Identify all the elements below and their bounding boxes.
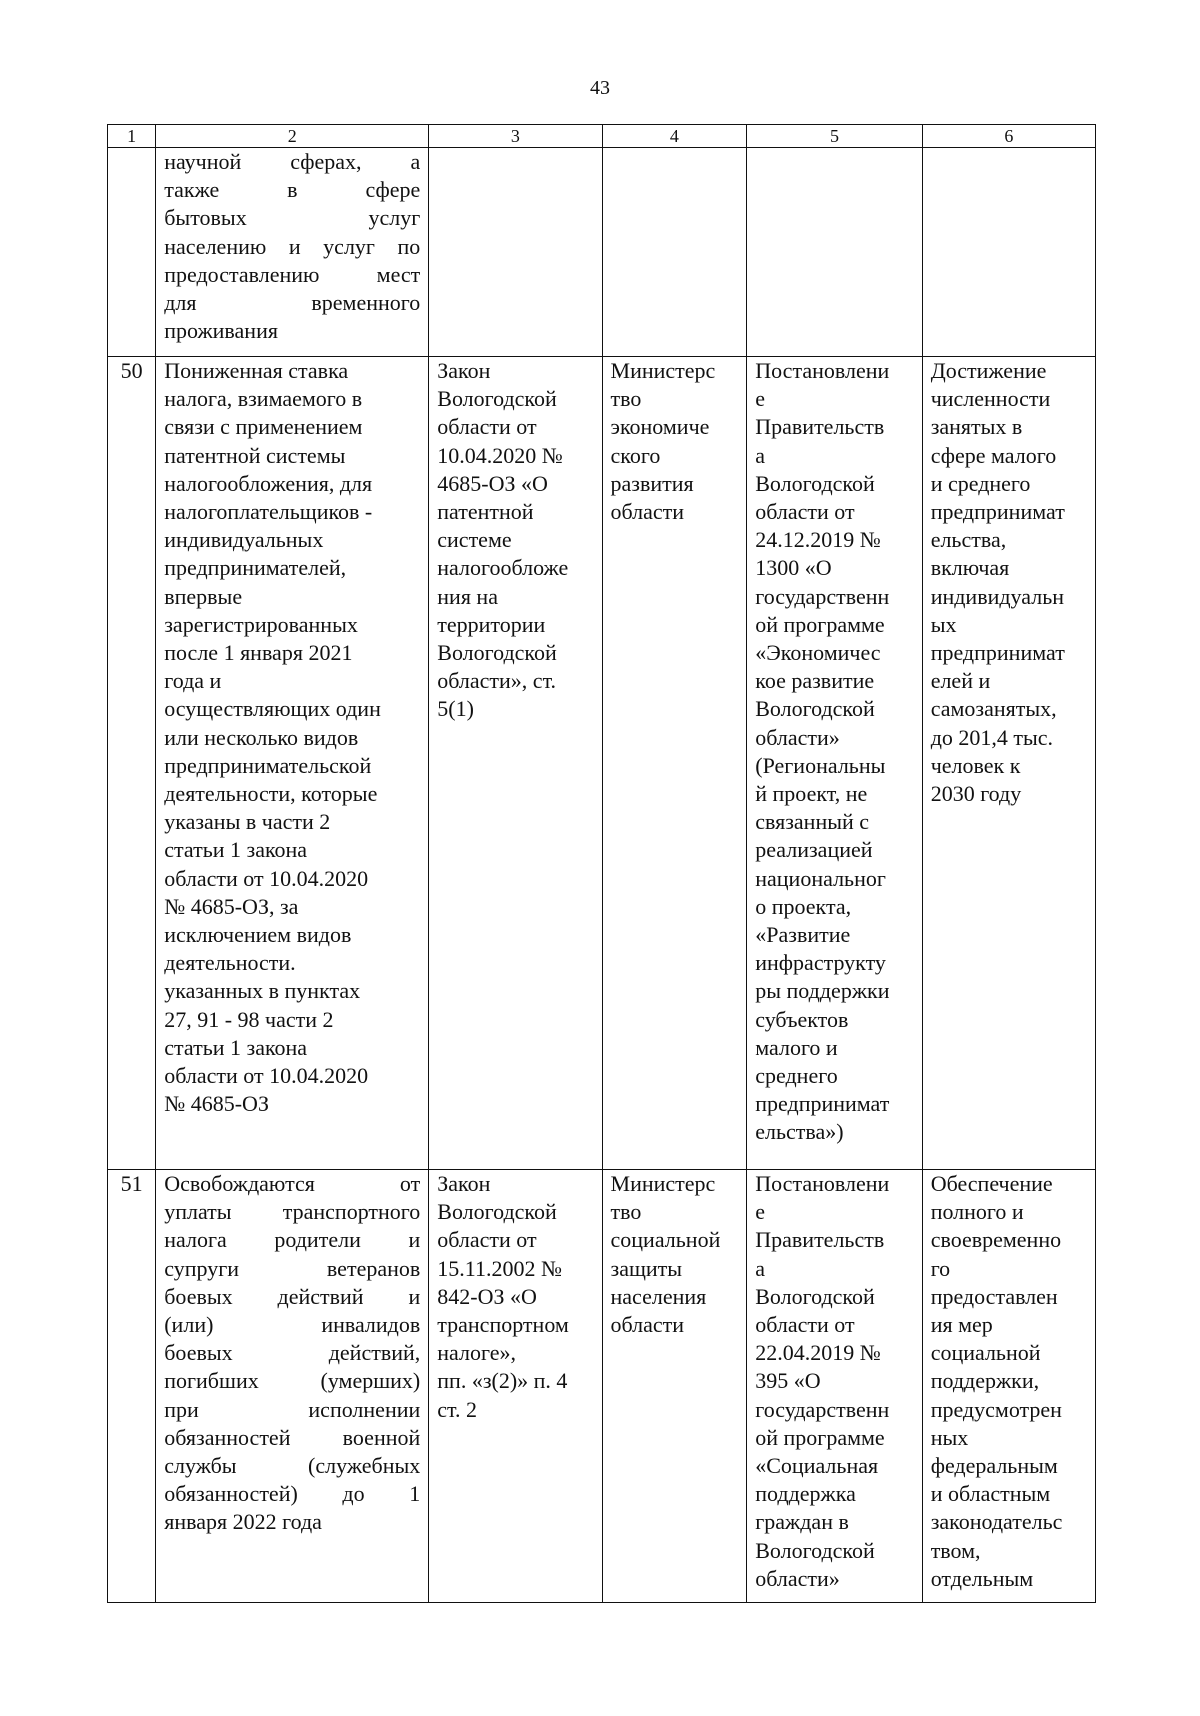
cell-text-line: 4685-ОЗ «О xyxy=(437,470,548,496)
cell-text-line: ных xyxy=(930,1424,969,1450)
column-header: 3 xyxy=(429,125,602,148)
table-row xyxy=(108,1170,1096,1603)
table-header-row xyxy=(108,125,1096,148)
cell-text-line: Министерс xyxy=(610,358,716,383)
cell-text-line: малого и xyxy=(755,1034,838,1060)
cell-text-line: ой программе xyxy=(755,1424,885,1450)
cell-text-line: Вологодской xyxy=(755,470,875,496)
goal-cell xyxy=(922,148,1095,357)
cell-text-line: Освобождаются от xyxy=(164,1171,421,1196)
cell-text-line: населению и услуг по xyxy=(164,233,421,259)
cell-text-line: предусмотрен xyxy=(930,1396,1062,1422)
cell-text-line: предпринимателей, xyxy=(164,555,347,581)
cell-text-line: исключением видов xyxy=(164,922,352,948)
cell-text-line: налога родители и xyxy=(164,1227,421,1253)
cell-text-line: национальног xyxy=(755,865,886,891)
cell-text-line: а xyxy=(755,1255,766,1281)
cell-text-line: и областным xyxy=(930,1481,1051,1507)
cell-text-line: и среднего xyxy=(930,470,1031,496)
benefit-description-cell xyxy=(156,1170,429,1603)
cell-text-line: Министерс xyxy=(610,1171,716,1196)
legal-basis-cell xyxy=(429,1170,602,1603)
cell-text-line: предоставлению мест xyxy=(164,261,421,287)
cell-text-line: области от xyxy=(755,499,855,525)
cell-text-line: ского xyxy=(610,442,661,468)
cell-text-line: налогообложе xyxy=(437,555,569,581)
cell-text-line: осуществляющих один xyxy=(164,696,381,722)
cell-text-line: Правительств xyxy=(755,1227,885,1253)
benefit-description-cell xyxy=(156,357,429,1170)
cell-text-line: граждан в xyxy=(755,1509,849,1535)
goal-cell xyxy=(922,1170,1095,1603)
cell-text-line: Обеспечение xyxy=(930,1171,1053,1196)
cell-text-line: развития xyxy=(610,470,694,496)
cell-text-line: социальной xyxy=(930,1340,1041,1366)
cell-text-line: 15.11.2002 № xyxy=(437,1255,562,1281)
cell-text-line: обязанностей военной xyxy=(164,1424,421,1450)
cell-text-line: предпринимат xyxy=(930,499,1065,525)
cell-text-line: 24.12.2019 № xyxy=(755,527,881,553)
cell-text-line: также в сфере xyxy=(164,177,421,203)
cell-text-line: Вологодской xyxy=(755,696,875,722)
cell-text-line: 10.04.2020 № xyxy=(437,442,563,468)
cell-text-line: патентной xyxy=(437,499,534,525)
cell-text-line: реализацией xyxy=(755,837,873,863)
column-header: 6 xyxy=(922,125,1095,148)
cell-text-line: пп. «з(2)» п. 4 xyxy=(437,1368,568,1394)
page-number: 43 xyxy=(590,77,610,99)
cell-text-line: 2030 году xyxy=(930,781,1022,807)
cell-text-line: научной сферах, а xyxy=(164,149,421,174)
cell-text-line: своевременно xyxy=(930,1227,1062,1253)
cell-text-line: отдельным xyxy=(930,1565,1034,1591)
cell-text-line: кое развитие xyxy=(755,668,875,694)
cell-text-line: е xyxy=(755,1199,766,1225)
cell-text-line: занятых в xyxy=(930,414,1023,440)
cell-text-line: 27, 91 - 98 части 2 xyxy=(164,1006,334,1032)
benefits-table xyxy=(107,124,1096,1603)
cell-text-line: области» xyxy=(755,1565,840,1591)
cell-text-line: предпринимательской xyxy=(164,752,372,778)
cell-text-line: численности xyxy=(930,386,1051,412)
cell-text-line: связанный с xyxy=(755,809,870,835)
curator-cell xyxy=(602,357,747,1170)
cell-text-line: области» xyxy=(755,724,840,750)
row-number xyxy=(108,148,156,357)
cell-text-line: федеральным xyxy=(930,1453,1058,1479)
cell-text-line: ых xyxy=(930,611,957,637)
table-row xyxy=(108,148,1096,357)
cell-text-line: при исполнении xyxy=(164,1396,421,1422)
cell-text-line: сфере малого xyxy=(930,442,1057,468)
cell-text-line: деятельности. xyxy=(164,950,296,976)
cell-text-line: области xyxy=(610,499,685,525)
cell-text-line: области от 10.04.2020 xyxy=(164,1063,369,1089)
cell-text-line: населения xyxy=(610,1283,707,1309)
cell-text-line: индивидуальн xyxy=(930,583,1065,609)
cell-text-line: ры поддержки xyxy=(755,978,890,1004)
cell-text-line: тво xyxy=(610,1199,642,1225)
column-header: 2 xyxy=(156,125,429,148)
cell-text-line: ельства, xyxy=(930,527,1007,553)
cell-text-line: впервые xyxy=(164,583,243,609)
legal-basis-cell xyxy=(429,357,602,1170)
cell-text-line: области от xyxy=(437,414,537,440)
column-header: 4 xyxy=(602,125,747,148)
cell-text-line: уплаты транспортного xyxy=(164,1199,421,1225)
cell-text-line: законодательс xyxy=(930,1509,1063,1535)
cell-text-line: Правительств xyxy=(755,414,885,440)
cell-text-line: «Развитие xyxy=(755,922,851,948)
cell-text-line: предпринимат xyxy=(930,640,1065,666)
column-header: 1 xyxy=(108,125,156,148)
cell-text-line: для временного xyxy=(164,290,421,316)
cell-text-line: бытовых услуг xyxy=(164,205,421,231)
program-cell xyxy=(747,1170,922,1603)
curator-cell xyxy=(602,1170,747,1603)
cell-text-line: Вологодской xyxy=(755,1537,875,1563)
cell-text-line: (или) инвалидов xyxy=(164,1312,421,1338)
cell-text-line: поддержка xyxy=(755,1481,856,1507)
cell-text-line: области от xyxy=(755,1312,855,1338)
cell-text-line: предпринимат xyxy=(755,1091,890,1117)
cell-text-line: деятельности, которые xyxy=(164,781,378,807)
cell-text-line: е xyxy=(755,386,766,412)
cell-text-line: «Экономичес xyxy=(755,640,881,666)
cell-text-line: ст. 2 xyxy=(437,1396,477,1422)
cell-text-line: боевых действий, xyxy=(164,1340,421,1366)
column-header: 5 xyxy=(747,125,922,148)
cell-text-line: Вологодской xyxy=(437,640,557,666)
cell-text-line: ой программе xyxy=(755,611,885,637)
cell-text-line: Достижение xyxy=(930,358,1047,383)
cell-text-line: № 4685-ОЗ, за xyxy=(164,893,299,919)
benefit-description-cell xyxy=(156,148,429,357)
cell-text-line: Вологодской xyxy=(755,1283,875,1309)
cell-text-line: проживания xyxy=(164,318,278,344)
row-number: 50 xyxy=(108,357,156,1170)
program-cell xyxy=(747,148,922,357)
cell-text-line: службы (служебных xyxy=(164,1453,421,1479)
cell-text-line: ния на xyxy=(437,583,498,609)
cell-text-line: области xyxy=(610,1312,685,1338)
cell-text-line: защиты xyxy=(610,1255,683,1281)
cell-text-line: 395 «О xyxy=(755,1368,821,1394)
cell-text-line: тво xyxy=(610,386,642,412)
cell-text-line: налоге», xyxy=(437,1340,516,1366)
cell-text-line: налогоплательщиков - xyxy=(164,499,373,525)
cell-text-line: поддержки, xyxy=(930,1368,1040,1394)
table-row xyxy=(108,357,1096,1170)
cell-text-line: указанных в пунктах xyxy=(164,978,361,1004)
cell-text-line: 842-ОЗ «О xyxy=(437,1283,537,1309)
cell-text-line: индивидуальных xyxy=(164,527,324,553)
cell-text-line: системе xyxy=(437,527,512,553)
cell-text-line: или несколько видов xyxy=(164,724,359,750)
cell-text-line: налога, взимаемого в xyxy=(164,386,363,412)
cell-text-line: й проект, не xyxy=(755,781,868,807)
cell-text-line: Постановлени xyxy=(755,1171,890,1196)
curator-cell xyxy=(602,148,747,357)
cell-text-line: ельства») xyxy=(755,1119,844,1145)
cell-text-line: после 1 января 2021 xyxy=(164,640,353,666)
cell-text-line: территории xyxy=(437,611,546,637)
cell-text-line: Закон xyxy=(437,358,491,383)
cell-text-line: обязанностей) до 1 xyxy=(164,1481,421,1507)
cell-text-line: человек к xyxy=(930,752,1021,778)
cell-text-line: полного и xyxy=(930,1199,1024,1225)
cell-text-line: погибших (умерших) xyxy=(164,1368,421,1394)
cell-text-line: включая xyxy=(930,555,1010,581)
program-cell xyxy=(747,357,922,1170)
cell-text-line: елей и xyxy=(930,668,991,694)
cell-text-line: Закон xyxy=(437,1171,491,1196)
cell-text-line: о проекта, xyxy=(755,893,852,919)
cell-text-line: (Региональны xyxy=(755,752,886,778)
cell-text-line: статьи 1 закона xyxy=(164,837,308,863)
cell-text-line: Вологодской xyxy=(437,1199,557,1225)
cell-text-line: до 201,4 тыс. xyxy=(930,724,1054,750)
cell-text-line: Постановлени xyxy=(755,358,890,383)
cell-text-line: области», ст. xyxy=(437,668,557,694)
cell-text-line: № 4685-ОЗ xyxy=(164,1091,269,1117)
cell-text-line: го xyxy=(930,1255,951,1281)
cell-text-line: статьи 1 закона xyxy=(164,1034,308,1060)
cell-text-line: области от xyxy=(437,1227,537,1253)
cell-text-line: среднего xyxy=(755,1063,838,1089)
cell-text-line: патентной системы xyxy=(164,442,346,468)
cell-text-line: указаны в части 2 xyxy=(164,809,331,835)
goal-cell xyxy=(922,357,1095,1170)
cell-text-line: государственн xyxy=(755,1396,890,1422)
cell-text-line: 5(1) xyxy=(437,696,474,722)
cell-text-line: Вологодской xyxy=(437,386,557,412)
cell-text-line: зарегистрированных xyxy=(164,611,358,637)
cell-text-line: инфраструкту xyxy=(755,950,886,976)
cell-text-line: экономиче xyxy=(610,414,710,440)
cell-text-line: «Социальная xyxy=(755,1453,879,1479)
cell-text-line: а xyxy=(755,442,766,468)
cell-text-line: Пониженная ставка xyxy=(164,358,349,383)
cell-text-line: транспортном xyxy=(437,1312,569,1338)
cell-text-line: налогообложения, для xyxy=(164,470,373,496)
cell-text-line: самозанятых, xyxy=(930,696,1057,722)
cell-text-line: ия мер xyxy=(930,1312,993,1338)
cell-text-line: января 2022 года xyxy=(164,1509,322,1535)
cell-text-line: года и xyxy=(164,668,222,694)
cell-text-line: твом, xyxy=(930,1537,981,1563)
legal-basis-cell xyxy=(429,148,602,357)
row-number: 51 xyxy=(108,1170,156,1603)
cell-text-line: социальной xyxy=(610,1227,721,1253)
cell-text-line: супруги ветеранов xyxy=(164,1255,421,1281)
cell-text-line: предоставлен xyxy=(930,1283,1058,1309)
cell-text-line: связи с применением xyxy=(164,414,363,440)
cell-text-line: государственн xyxy=(755,583,890,609)
cell-text-line: 22.04.2019 № xyxy=(755,1340,881,1366)
cell-text-line: 1300 «О xyxy=(755,555,832,581)
cell-text-line: области от 10.04.2020 xyxy=(164,865,369,891)
cell-text-line: субъектов xyxy=(755,1006,849,1032)
cell-text-line: боевых действий и xyxy=(164,1283,421,1309)
